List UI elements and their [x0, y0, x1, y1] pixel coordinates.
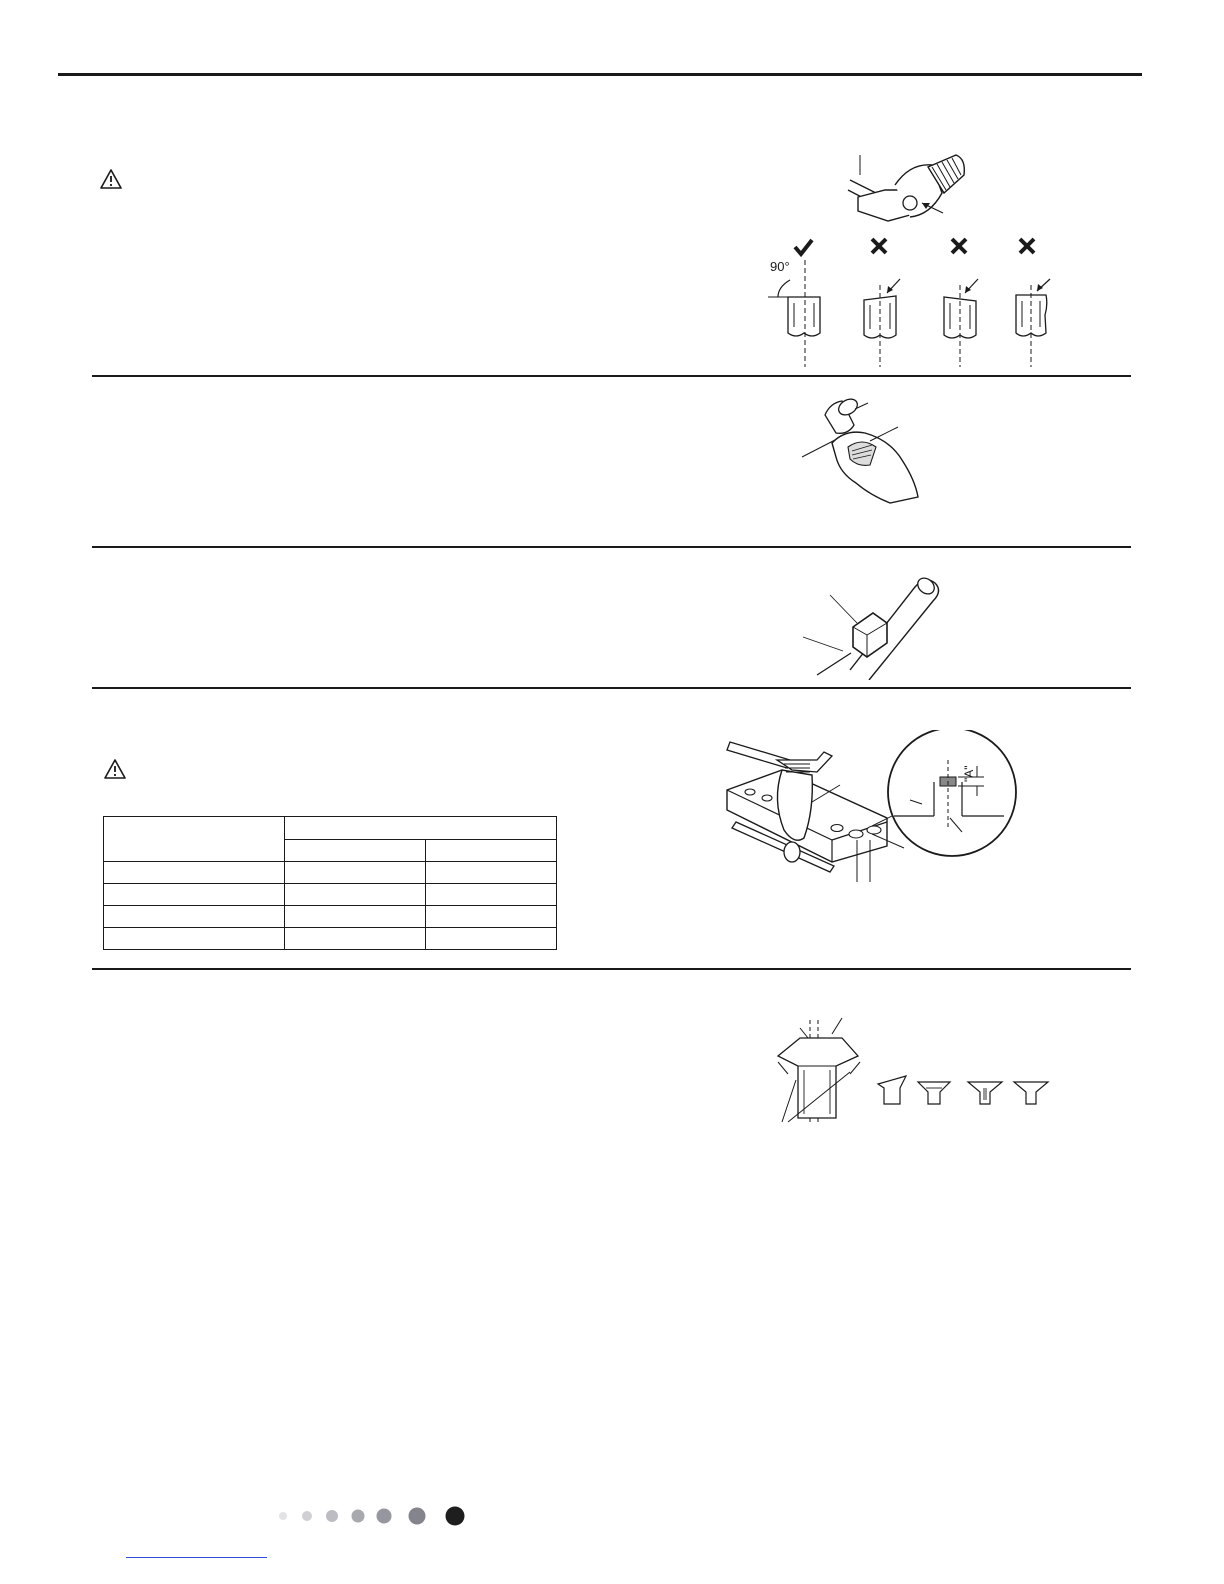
angle-label: 90°: [770, 259, 790, 274]
page-dot: [279, 1512, 287, 1520]
warning-icon: [104, 759, 126, 779]
section-divider: [92, 375, 1131, 377]
flare-nut-pipe-figure: [795, 565, 965, 680]
page-dot: [409, 1508, 426, 1525]
section-divider: [92, 687, 1131, 689]
section-divider: [92, 546, 1131, 548]
header-rule: [58, 73, 1142, 76]
flare-dimension-label: "A": [962, 765, 976, 782]
flare-inspection-figure: [770, 1010, 1070, 1130]
link-underline[interactable]: [126, 1557, 267, 1558]
page-indicator: [276, 1504, 476, 1528]
page-dot-active: [446, 1507, 465, 1526]
deburring-hand-figure: [790, 385, 940, 515]
page-dot: [352, 1510, 365, 1523]
page-dot: [302, 1511, 312, 1521]
page-dot: [326, 1510, 338, 1522]
flare-dimension-table: [103, 816, 557, 950]
pipe-cutter-figure: [760, 145, 1080, 375]
warning-icon: [100, 169, 122, 189]
page-dot: [377, 1509, 392, 1524]
section-divider: [92, 968, 1131, 970]
flaring-tool-figure: [722, 730, 1022, 885]
